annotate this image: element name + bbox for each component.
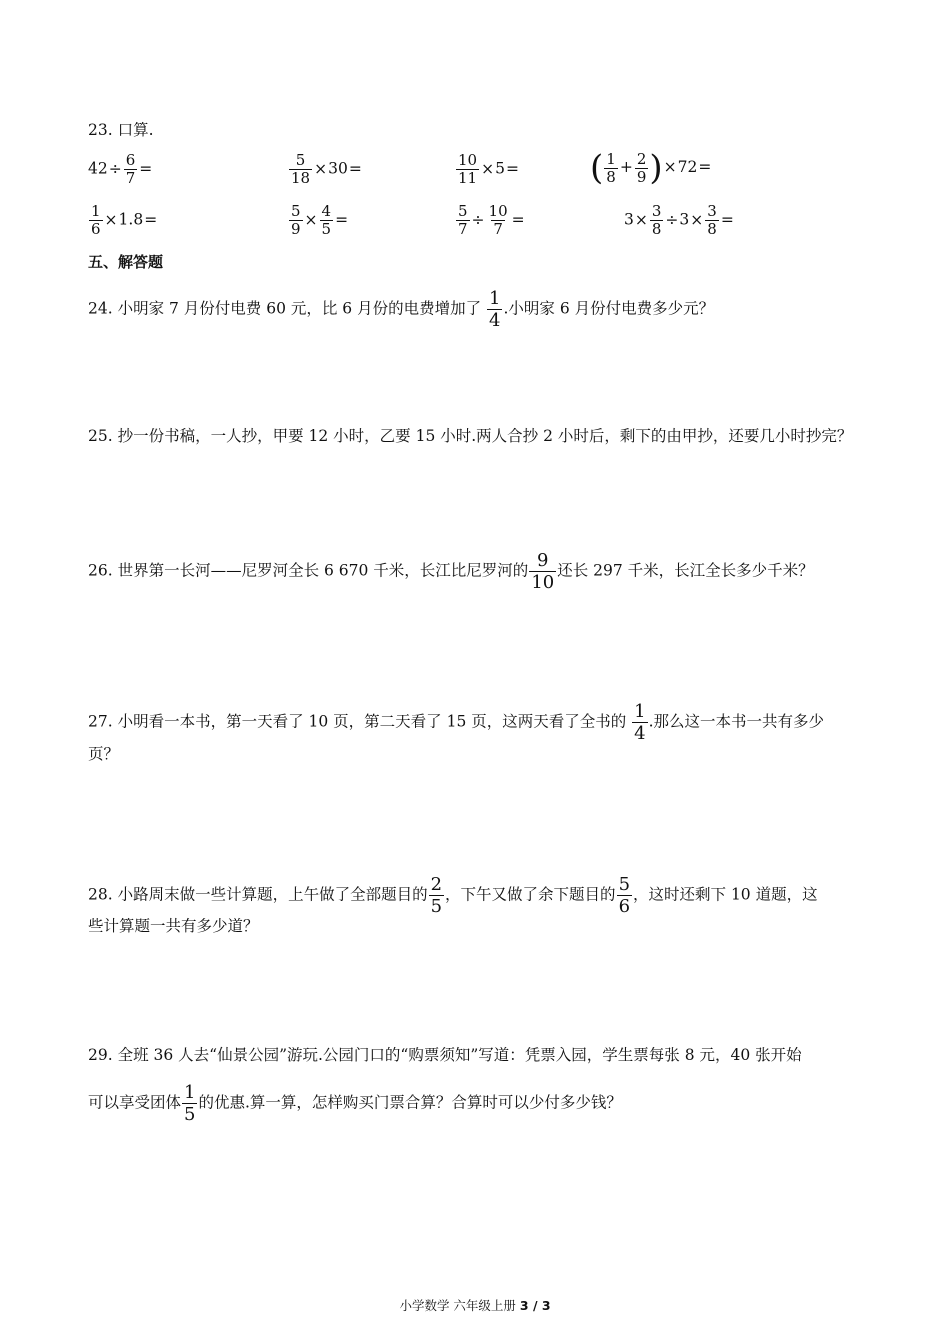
numerator: 5	[458, 202, 468, 220]
number: 3	[679, 210, 690, 229]
q23-expr-5	[88, 203, 158, 238]
operator: ×	[663, 158, 677, 176]
operator: ÷	[108, 159, 122, 178]
numerator: 6	[125, 151, 136, 169]
operator: ×	[481, 159, 495, 178]
denominator: 8	[651, 220, 662, 238]
denominator: 6	[618, 896, 631, 917]
question-27-line2: 页？	[88, 745, 120, 763]
operator: ÷	[665, 210, 679, 229]
numerator: 1	[634, 701, 646, 722]
q23-expr-4	[590, 150, 712, 186]
fraction	[289, 152, 312, 187]
equals-sign: =	[139, 159, 153, 178]
number: 3	[624, 210, 634, 229]
equals-sign: =	[511, 210, 525, 229]
fraction	[617, 874, 632, 917]
numerator: 2	[636, 149, 647, 168]
operator: ×	[634, 210, 648, 229]
numerator: 1	[184, 1082, 196, 1103]
number: 30	[328, 159, 348, 178]
footer-text: 小学数学 六年级上册	[399, 1298, 520, 1313]
denominator: 4	[489, 310, 501, 331]
denominator: 9	[636, 167, 647, 186]
question-text: 还长 297 千米，长江全长多少千米？	[557, 561, 814, 580]
number: 42	[88, 159, 108, 178]
denominator: 7	[125, 169, 136, 187]
numerator: 1	[606, 149, 616, 168]
q23-expr-3	[455, 152, 520, 187]
left-paren: (	[590, 148, 604, 188]
operator: ×	[304, 210, 318, 229]
numerator: 5	[295, 151, 306, 169]
question-25: 25. 抄一份书稿，一人抄，甲要 12 小时，乙要 15 小时.两人合抄 2 小时后，剩下的由甲抄，还要几小时抄完？	[88, 427, 853, 445]
number: 5	[495, 159, 505, 178]
fraction	[456, 152, 479, 187]
question-text: 27. 小明看一本书，第一天看了 10 页，第二天看了 15 页，这两天看了全书的	[88, 712, 627, 731]
section-heading: 五、解答题	[88, 253, 164, 271]
equals-sign: =	[348, 159, 362, 178]
question-26	[88, 550, 814, 593]
question-text: 26. 世界第一长河——尼罗河全长 6 670 千米，长江比尼罗河的	[88, 561, 529, 580]
fraction	[89, 203, 103, 238]
fraction	[632, 701, 647, 744]
denominator: 5	[321, 220, 332, 238]
q23-title: 23. 口算.	[88, 121, 154, 139]
question-28-line2: 些计算题一共有多少道？	[88, 917, 259, 935]
q23-expr-6	[288, 203, 349, 238]
numerator: 1	[91, 202, 101, 220]
q23-expr-1	[88, 152, 153, 187]
fraction	[604, 151, 618, 186]
operator: ×	[104, 210, 118, 229]
number: 1.8	[118, 210, 144, 229]
denominator: 9	[291, 220, 301, 238]
numerator: 3	[707, 202, 717, 220]
denominator: 7	[458, 220, 468, 238]
numerator: 5	[618, 874, 631, 895]
denominator: 8	[707, 220, 717, 238]
equals-sign: =	[720, 210, 734, 229]
fraction	[289, 203, 303, 238]
operator: ×	[314, 159, 328, 178]
fraction	[635, 151, 649, 186]
page-footer	[0, 1296, 950, 1314]
numerator: 5	[291, 202, 301, 220]
fraction	[529, 550, 556, 593]
question-text: ，下午又做了余下题目的	[445, 885, 616, 904]
fraction	[650, 203, 664, 238]
equals-sign: =	[335, 210, 349, 229]
denominator: 4	[634, 723, 646, 744]
numerator: 9	[537, 550, 549, 571]
operator: ÷	[471, 210, 485, 229]
denominator: 6	[91, 220, 101, 238]
numerator: 4	[321, 202, 332, 220]
right-paren: )	[649, 148, 663, 188]
numerator: 10	[488, 202, 508, 220]
denominator: 18	[291, 169, 311, 187]
equals-sign: =	[698, 158, 712, 176]
question-29-line2	[88, 1082, 622, 1125]
question-text: .那么这一本书一共有多少	[648, 712, 825, 731]
question-29: 29. 全班 36 人去“仙景公园”游玩.公园门口的“购票须知”写道：凭票入园，学生票每张 8 元，40 张开始	[88, 1046, 802, 1064]
denominator: 8	[606, 167, 616, 186]
fraction	[124, 152, 138, 187]
question-text: ，这时还剩下 10 道题，这	[633, 885, 818, 904]
denominator: 7	[493, 220, 503, 238]
fraction	[487, 203, 510, 238]
equals-sign: =	[144, 210, 158, 229]
q23-expr-2	[288, 152, 363, 187]
number: 72	[677, 158, 698, 176]
numerator: 1	[489, 288, 501, 309]
question-28	[88, 874, 818, 917]
q23-expr-8	[624, 203, 735, 238]
fraction	[487, 288, 502, 331]
q23-expr-7	[455, 203, 526, 238]
question-text: 24. 小明家 7 月份付电费 60 元，比 6 月份的电费增加了	[88, 299, 482, 318]
fraction	[182, 1082, 197, 1125]
denominator: 5	[184, 1104, 196, 1125]
fraction	[320, 203, 334, 238]
page-number: 3 / 3	[519, 1298, 551, 1313]
numerator: 2	[430, 874, 443, 895]
denominator: 11	[458, 169, 478, 187]
equals-sign: =	[505, 159, 519, 178]
fraction	[705, 203, 719, 238]
operator: ×	[690, 210, 704, 229]
denominator: 5	[430, 896, 443, 917]
fraction	[429, 874, 444, 917]
question-24	[88, 288, 714, 331]
question-27	[88, 701, 824, 744]
fraction	[456, 203, 470, 238]
question-text: .小明家 6 月份付电费多少元？	[503, 299, 715, 318]
question-text: 可以享受团体	[88, 1093, 182, 1112]
numerator: 3	[651, 202, 662, 220]
question-text: 28. 小路周末做一些计算题，上午做了全部题目的	[88, 885, 428, 904]
operator: +	[619, 158, 633, 176]
numerator: 10	[458, 151, 478, 169]
denominator: 10	[531, 572, 555, 593]
question-text: 的优惠.算一算，怎样购买门票合算？合算时可以少付多少钱？	[198, 1093, 622, 1112]
